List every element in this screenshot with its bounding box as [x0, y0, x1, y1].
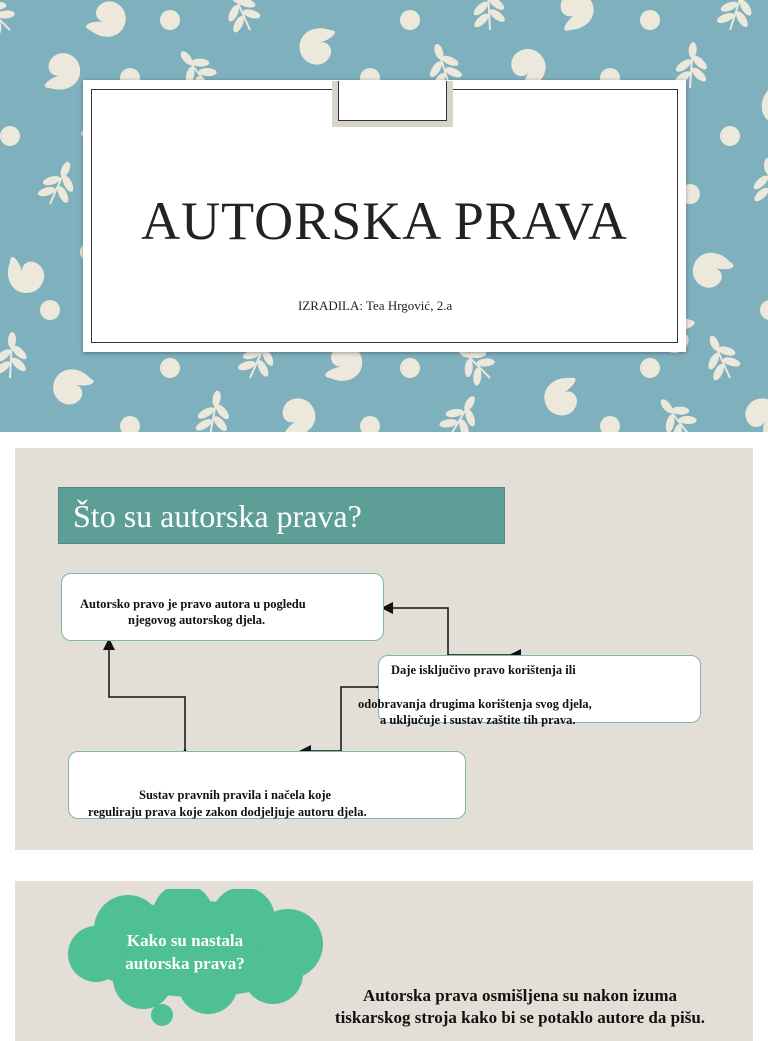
node-2-line-3: a uključuje i sustav zaštite tih prava.	[380, 713, 576, 727]
dot-motif	[600, 416, 620, 432]
paisley-motif	[753, 79, 768, 131]
definition-node-3	[68, 751, 466, 819]
dot-motif	[120, 416, 140, 432]
node-2-line-1: Daje isključivo pravo korištenja ili	[391, 663, 576, 677]
paisley-motif	[540, 371, 584, 420]
leaf-motif	[215, 0, 266, 37]
paisley-motif	[11, 423, 62, 432]
title-slide	[0, 0, 768, 432]
node-1-line-1: Autorsko pravo je pravo autora u pogledu	[80, 597, 306, 611]
node-1-line-2: njegovog autorskog djela.	[128, 613, 266, 627]
title-card	[83, 80, 686, 352]
dot-motif	[400, 10, 420, 30]
paisley-motif	[686, 244, 738, 293]
paisley-motif	[276, 395, 320, 432]
node-3-line-2: reguliraju prava koje zakon dodjeljuje autoru djela.	[88, 805, 367, 819]
paisley-motif	[46, 360, 98, 410]
definition-slide	[15, 448, 753, 850]
paisley-motif	[0, 250, 50, 301]
history-line-1: Autorska prava osmišljena su nakon izuma	[362, 986, 678, 1005]
dot-motif	[640, 358, 660, 378]
dot-motif	[0, 126, 20, 146]
history-line-2: tiskarskog stroja kako bi se potaklo autore da pišu.	[334, 1008, 706, 1027]
dot-motif	[760, 300, 768, 320]
cloud-question	[95, 929, 275, 975]
leaf-motif	[34, 155, 85, 211]
paisley-motif	[80, 0, 133, 47]
dot-motif	[640, 10, 660, 30]
history-slide	[15, 881, 753, 1041]
dot-motif	[40, 300, 60, 320]
slide-heading: Što su autorska prava?	[58, 487, 505, 544]
dot-motif	[720, 126, 740, 146]
author-subtitle: IZRADILA: Tea Hrgović, 2.a	[298, 298, 453, 313]
leaf-motif	[470, 0, 507, 31]
arrow-1-2	[384, 608, 512, 655]
decorative-tab	[332, 81, 453, 127]
definition-node-2	[358, 655, 701, 727]
paisley-motif	[740, 392, 768, 432]
leaf-motif	[435, 388, 489, 432]
leaf-motif	[695, 329, 746, 385]
node-2-line-2: odobravanja drugima korištenja svog djela,	[358, 697, 592, 711]
node-3-line-1: Sustav pravnih pravila i načela koje	[139, 788, 332, 802]
paisley-motif	[556, 0, 597, 35]
cloud-line-2: autorska prava?	[125, 954, 245, 973]
title-frame	[91, 89, 678, 343]
history-text	[285, 985, 753, 1029]
cloud-line-1: Kako su nastala	[126, 931, 244, 950]
dot-motif	[360, 416, 380, 432]
dot-motif	[160, 358, 180, 378]
definition-node-1	[61, 573, 384, 641]
presentation-title: AUTORSKA PRAVA	[141, 191, 628, 251]
leaf-motif	[0, 331, 30, 379]
leaf-motif	[713, 0, 760, 35]
leaf-motif	[648, 389, 704, 432]
paisley-motif	[293, 18, 343, 70]
dot-motif	[160, 10, 180, 30]
dot-motif	[400, 358, 420, 378]
arrow-3-1	[109, 641, 185, 751]
leaf-motif	[193, 388, 235, 432]
leaf-motif	[0, 0, 22, 42]
leaf-motif	[750, 157, 768, 205]
paisley-motif	[37, 47, 87, 99]
